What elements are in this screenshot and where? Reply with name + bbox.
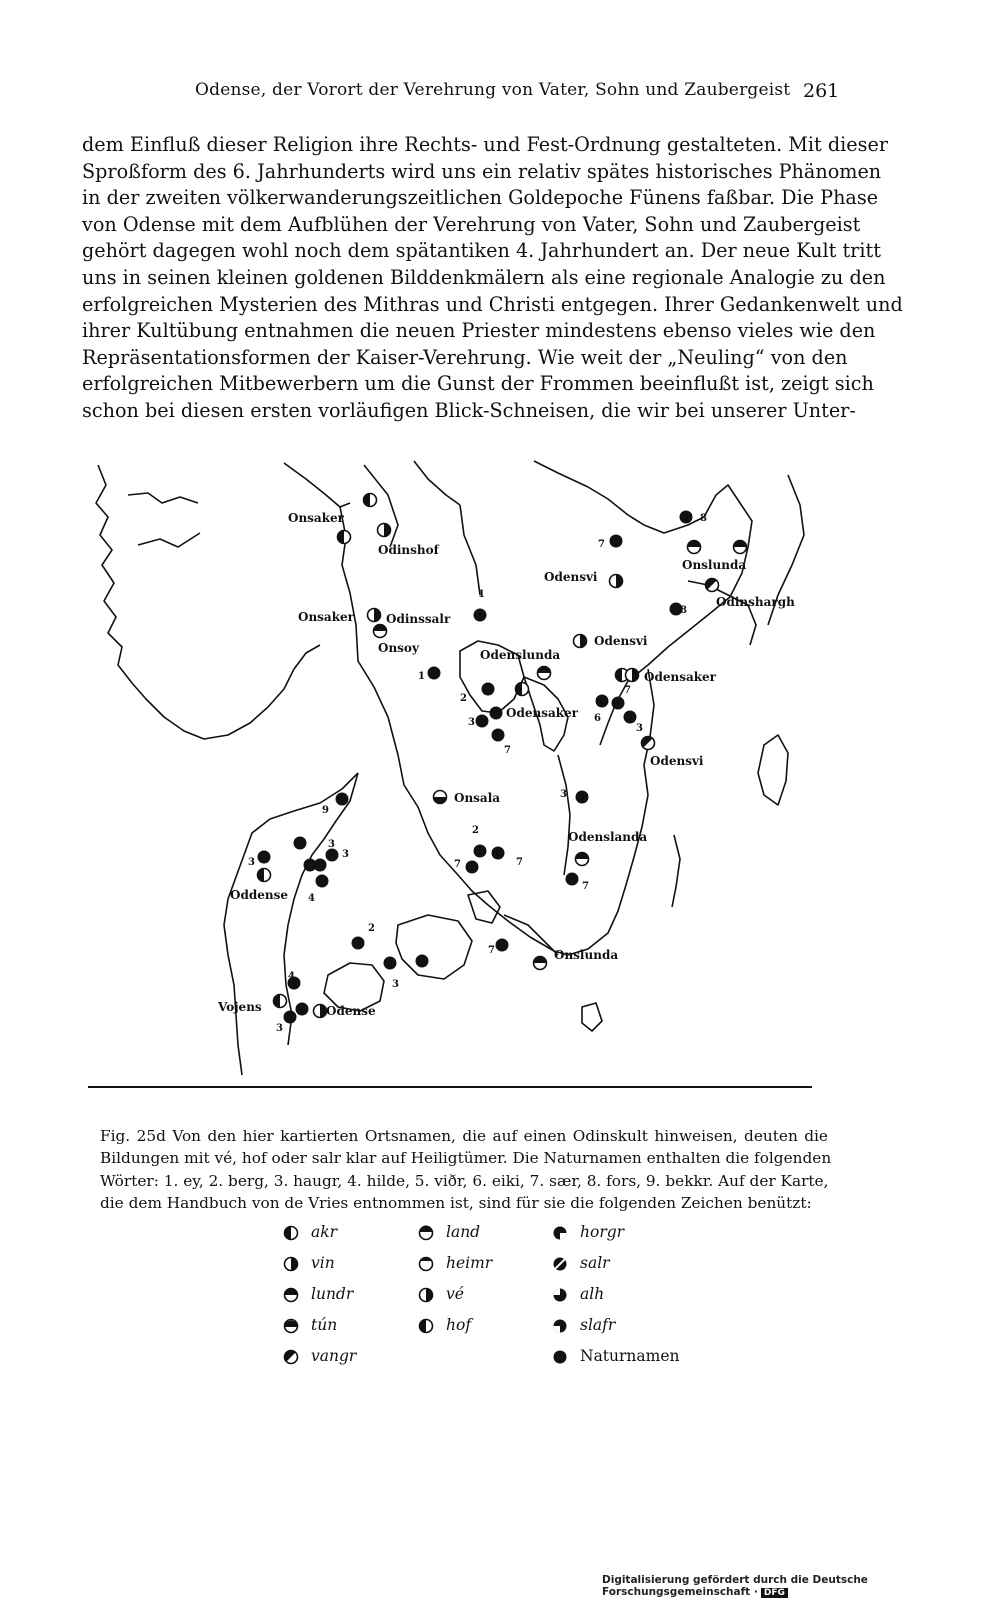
legend-item-naturnamen: Naturnamen (552, 1347, 680, 1365)
map-number: 3 (560, 789, 567, 800)
map-number: 3 (636, 723, 643, 734)
legend-item-salr: salr (552, 1254, 610, 1272)
map-label: Odense (326, 1004, 376, 1018)
map-label: Onsala (454, 791, 501, 805)
right-filled-icon (418, 1287, 434, 1303)
map-number: 7 (488, 945, 495, 956)
map-number: 1 (478, 589, 485, 600)
map-label: Odensvi (594, 634, 648, 648)
map-number: 3 (392, 979, 399, 990)
half-right-filled-icon (283, 1256, 299, 1272)
legend-item-horgr: horgr (552, 1223, 624, 1241)
map-label: Odensaker (644, 670, 717, 684)
map-label: Odinshof (378, 543, 439, 557)
body-line: in der zweiten völkerwanderungszeitlichen Goldepoche Fünens faßbar. Die Phase (82, 186, 879, 210)
map-number: 7 (582, 881, 589, 892)
map-number: 2 (472, 825, 479, 836)
top-filled-band-icon (283, 1318, 299, 1334)
map-label: Odensaker (506, 706, 579, 720)
top-left-open-icon (552, 1287, 568, 1303)
map-number: 2 (460, 693, 467, 704)
body-line: ihrer Kultübung entnahmen die neuen Priester mindestens ebenso vieles wie den (82, 319, 876, 343)
body-line: Sproßform des 6. Jahrhunderts wird uns ein relativ spätes historisches Phänomen (82, 159, 882, 183)
body-line: erfolgreichen Mysterien des Mithras und Christi entgegen. Ihrer Gedankenwelt und (82, 292, 903, 316)
map-number: 3 (342, 849, 349, 860)
bottom-right-open-icon (552, 1225, 568, 1241)
top-filled-small-icon (418, 1225, 434, 1241)
map-label: Odenslunda (480, 648, 561, 662)
legend-item-land: land (418, 1223, 480, 1241)
left-filled-icon (418, 1318, 434, 1334)
map-number: 8 (680, 605, 687, 616)
map-number: 9 (322, 805, 329, 816)
body-line: erfolgreichen Mitbewerbern um die Gunst der Frommen beeinflußt ist, zeigt sich (82, 372, 874, 396)
caption-line: die dem Handbuch von de Vries entnommen ist, sind für sie die folgenden Zeichen benützt: (100, 1194, 812, 1213)
map-label: Onslunda (682, 558, 747, 572)
map-number: 1 (418, 671, 425, 682)
body-line: schon bei diesen ersten vorläufigen Blick-Schneisen, die wir bei unserer Unter- (82, 398, 856, 422)
scandinavia-map (88, 455, 828, 1105)
legend-item-slafr: slafr (552, 1316, 615, 1334)
body-line: uns in seinen kleinen goldenen Bilddenkmälern als eine regionale Analogie zu den (82, 265, 886, 289)
map-number: 4 (288, 971, 295, 982)
map-number: 3 (276, 1023, 283, 1034)
map-number: 6 (594, 713, 601, 724)
legend-item-lundr: lundr (283, 1285, 353, 1303)
footer-credit: Digitalisierung gefördert durch die Deutsche Forschungsgemeinschaft · DFG (602, 1574, 868, 1598)
map-number: 8 (700, 513, 707, 524)
map-number: 3 (468, 717, 475, 728)
map-label: Odinshargh (716, 595, 795, 609)
bottom-left-open-icon (552, 1318, 568, 1334)
map-number: 3 (248, 857, 255, 868)
diagonal-band-icon (552, 1256, 568, 1272)
map-label: Onsaker (288, 511, 344, 525)
map-label: Onsaker (298, 610, 354, 624)
map-label: Odinssalr (386, 612, 451, 626)
filled-circle-icon (552, 1349, 568, 1365)
map-number: 2 (368, 923, 375, 934)
dfg-logo: DFG (761, 1588, 788, 1598)
body-text (82, 132, 903, 425)
body-line: dem Einfluß dieser Religion ihre Rechts- und Fest-Ordnung gestalteten. Mit dieser (82, 133, 889, 156)
legend-item-akr: akr (283, 1223, 337, 1241)
legend-item-vangr: vangr (283, 1347, 356, 1365)
map-number: 7 (516, 857, 523, 868)
legend-item-vin: vin (283, 1254, 335, 1272)
map-label: Odensvi (650, 754, 704, 768)
map-number: 7 (624, 685, 631, 696)
legend-item-tun: tún (283, 1316, 337, 1334)
caption-line: Wörter: 1. ey, 2. berg, 3. haugr, 4. hilde, 5. viðr, 6. eiki, 7. sær, 8. fors, 9. bekkr. Auf der Karte, (100, 1171, 829, 1190)
map-label: Vojens (218, 1000, 262, 1014)
legend-item-ve: vé (418, 1285, 464, 1303)
page-number: 261 (803, 80, 840, 102)
map-label: Odensvi (544, 570, 598, 584)
map-label: Oddense (230, 888, 288, 902)
body-line: Repräsentationsformen der Kaiser-Verehrung. Wie weit der „Neuling“ von den (82, 345, 848, 369)
caption-line: Fig. 25d Von den hier kartierten Ortsnamen, die auf einen Odinskult hinweisen, deuten die (100, 1127, 828, 1145)
figure-caption (100, 1125, 832, 1215)
diagonal-filled-icon (283, 1349, 299, 1365)
map-number: 7 (598, 539, 605, 550)
legend-item-alh: alh (552, 1285, 604, 1303)
map-label: Odenslanda (568, 830, 648, 844)
map-label: Onsoy (378, 641, 419, 655)
body-line: gehört dagegen wohl noch dem spätantiken 4. Jahrhundert an. Der neue Kult tritt (82, 239, 881, 263)
legend-item-hof: hof (418, 1316, 471, 1334)
map-number: 4 (308, 893, 315, 904)
half-left-filled-icon (283, 1225, 299, 1241)
legend-item-heimr: heimr (418, 1254, 492, 1272)
caption-line: Bildungen mit vé, hof oder salr klar auf Heiligtümer. Die Naturnamen enthalten die folgenden (100, 1149, 832, 1168)
map-number: 3 (328, 839, 335, 850)
map-label: Onslunda (554, 948, 619, 962)
map-number: 7 (454, 859, 461, 870)
body-line: von Odense mit dem Aufblühen der Verehrung von Vater, Sohn und Zaubergeist (82, 212, 861, 236)
top-quarter-filled-icon (418, 1256, 434, 1272)
top-half-filled-icon (283, 1287, 299, 1303)
map-number: 7 (504, 745, 511, 756)
running-title: Odense, der Vorort der Verehrung von Vater, Sohn und Zaubergeist (195, 80, 791, 100)
